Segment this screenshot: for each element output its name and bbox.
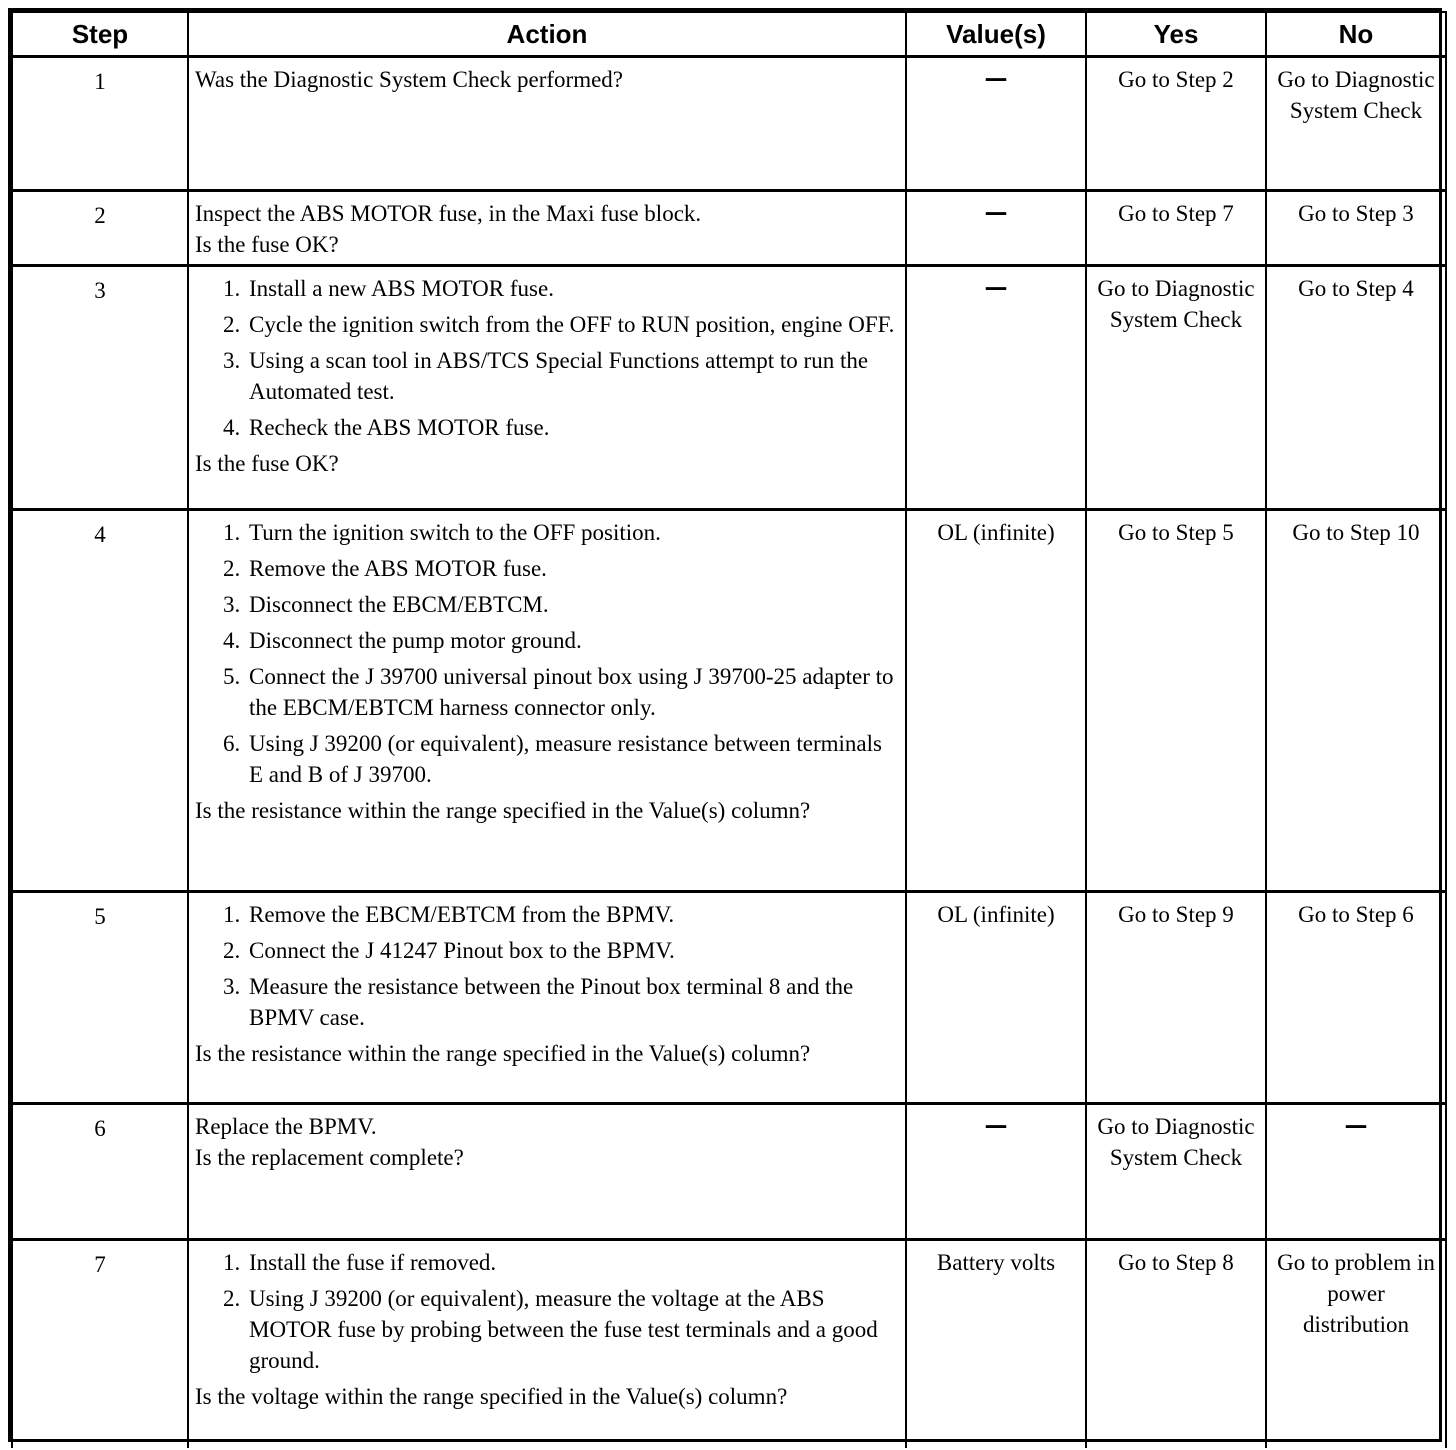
action-question: Is the replacement complete?	[195, 1145, 464, 1170]
substep-item: Using J 39200 (or equivalent), measure the voltage at the ABS MOTOR fuse by probing between the fuse test terminals and a good ground.	[249, 1286, 878, 1373]
action-substeps	[195, 273, 899, 443]
table-row	[12, 510, 1446, 892]
no-cell: —	[1266, 1104, 1446, 1240]
substep-item: Cycle the ignition switch from the OFF to RUN position, engine OFF.	[249, 312, 895, 337]
yes-cell: Go to Diagnostic System Check	[1086, 266, 1266, 510]
action-question: Is the resistance within the range specified in the Value(s) column?	[195, 798, 811, 823]
value-cell: Battery volts	[906, 1240, 1086, 1448]
substep-item: Turn the ignition switch to the OFF position.	[249, 520, 661, 545]
action-substeps	[195, 517, 899, 790]
header-step: Step	[12, 12, 188, 57]
value-cell: —	[906, 266, 1086, 510]
value-cell: OL (infinite)	[906, 510, 1086, 892]
action-cell	[188, 892, 906, 1104]
table-row	[12, 892, 1446, 1104]
value-cell: —	[906, 57, 1086, 191]
action-cell	[188, 1104, 906, 1240]
substep-item: Using a scan tool in ABS/TCS Special Functions attempt to run the Automated test.	[249, 348, 869, 404]
step-number: 4	[12, 510, 188, 892]
table-row	[12, 191, 1446, 266]
substep-item: Using J 39200 (or equivalent), measure resistance between terminals E and B of J 39700.	[249, 731, 882, 787]
step-number: 1	[12, 57, 188, 191]
header-row	[12, 12, 1446, 57]
action-intro: Replace the BPMV.	[195, 1114, 377, 1139]
table-row	[12, 57, 1446, 191]
step-number: 2	[12, 191, 188, 266]
substep-item: Install a new ABS MOTOR fuse.	[249, 276, 554, 301]
yes-cell: Go to Step 7	[1086, 191, 1266, 266]
no-cell: Go to Diagnostic System Check	[1266, 57, 1446, 191]
table-row	[12, 1240, 1446, 1448]
substep-item: Disconnect the EBCM/EBTCM.	[249, 592, 549, 617]
value-cell: —	[906, 1104, 1086, 1240]
yes-cell: Go to Diagnostic System Check	[1086, 1104, 1266, 1240]
step-number: 6	[12, 1104, 188, 1240]
step-number: 7	[12, 1240, 188, 1448]
no-cell: Go to Step 3	[1266, 191, 1446, 266]
yes-cell: Go to Step 5	[1086, 510, 1266, 892]
action-question: Is the resistance within the range specified in the Value(s) column?	[195, 1041, 811, 1066]
header-action: Action	[188, 12, 906, 57]
step-number: 5	[12, 892, 188, 1104]
substep-item: Disconnect the pump motor ground.	[249, 628, 582, 653]
yes-cell: Go to Step 2	[1086, 57, 1266, 191]
no-cell: Go to Step 10	[1266, 510, 1446, 892]
action-substeps	[195, 899, 899, 1033]
header-values: Value(s)	[906, 12, 1086, 57]
action-cell	[188, 510, 906, 892]
action-question: Is the fuse OK?	[195, 232, 339, 257]
substep-item: Connect the J 41247 Pinout box to the BPMV.	[249, 938, 675, 963]
action-cell	[188, 266, 906, 510]
action-intro: Was the Diagnostic System Check performed?	[195, 67, 624, 92]
substep-item: Install the fuse if removed.	[249, 1250, 497, 1275]
value-cell: OL (infinite)	[906, 892, 1086, 1104]
action-question: Is the voltage within the range specified in the Value(s) column?	[195, 1384, 788, 1409]
action-cell	[188, 191, 906, 266]
action-substeps	[195, 1247, 899, 1376]
header-no: No	[1266, 12, 1446, 57]
value-cell: —	[906, 191, 1086, 266]
substep-item: Connect the J 39700 universal pinout box using J 39700-25 adapter to the EBCM/EBTCM harness connector only.	[249, 664, 894, 720]
yes-cell: Go to Step 9	[1086, 892, 1266, 1104]
substep-item: Remove the EBCM/EBTCM from the BPMV.	[249, 902, 675, 927]
table-row	[12, 1104, 1446, 1240]
substep-item: Remove the ABS MOTOR fuse.	[249, 556, 547, 581]
action-cell	[188, 1240, 906, 1448]
substep-item: Recheck the ABS MOTOR fuse.	[249, 415, 550, 440]
no-cell: Go to problem in power distribution	[1266, 1240, 1446, 1448]
diagnostic-table	[11, 11, 1447, 1448]
substep-item: Measure the resistance between the Pinout box terminal 8 and the BPMV case.	[249, 974, 854, 1030]
header-yes: Yes	[1086, 12, 1266, 57]
step-number: 3	[12, 266, 188, 510]
no-cell: Go to Step 6	[1266, 892, 1446, 1104]
action-intro: Inspect the ABS MOTOR fuse, in the Maxi fuse block.	[195, 201, 702, 226]
table-row	[12, 266, 1446, 510]
yes-cell: Go to Step 8	[1086, 1240, 1266, 1448]
action-question: Is the fuse OK?	[195, 451, 339, 476]
diagnostic-table-sheet	[8, 8, 1442, 1442]
no-cell: Go to Step 4	[1266, 266, 1446, 510]
action-cell	[188, 57, 906, 191]
